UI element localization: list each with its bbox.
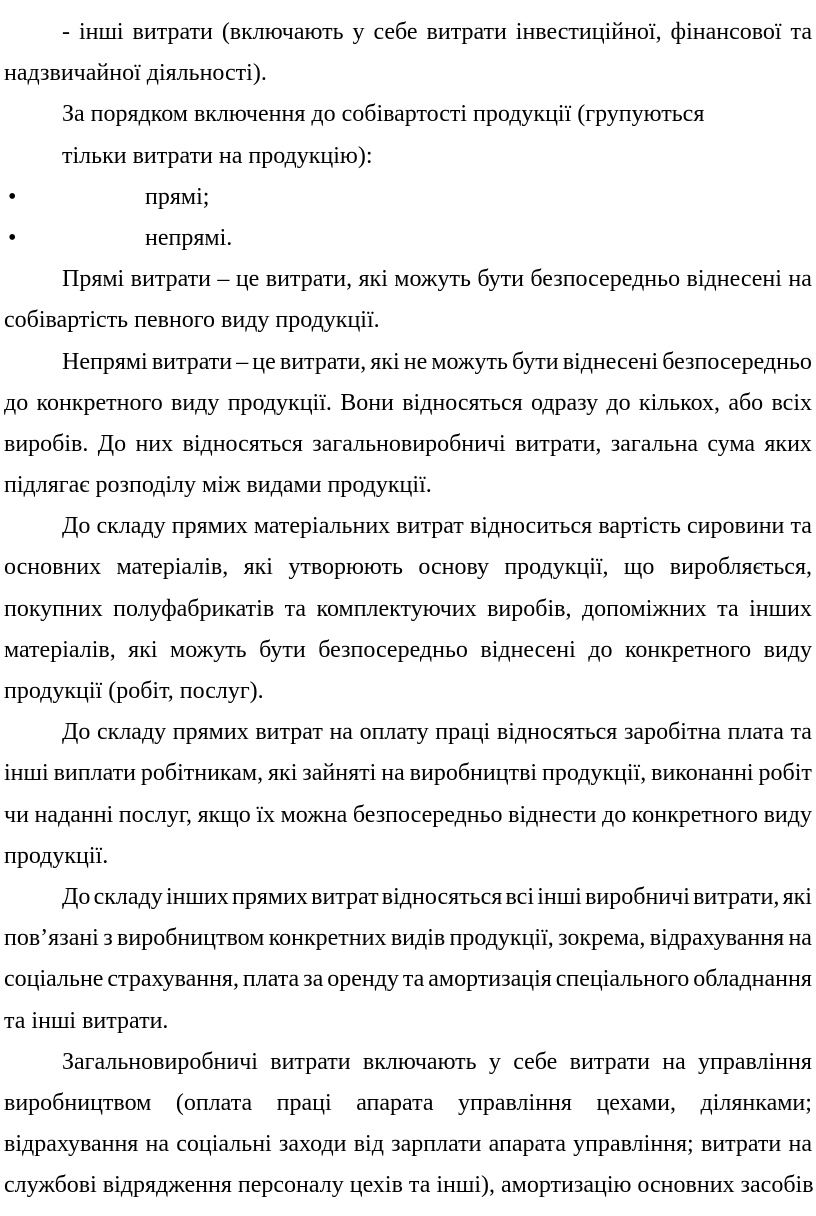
word: конкретного xyxy=(631,801,758,828)
word: зайняті xyxy=(302,760,377,787)
word: віднесені xyxy=(562,348,659,375)
word: загальна xyxy=(610,430,698,457)
word: прямих xyxy=(171,513,248,540)
word: що xyxy=(623,554,655,581)
word: сировини xyxy=(687,513,785,540)
word: загальновиробничі xyxy=(312,430,506,457)
word: у xyxy=(488,1048,501,1075)
word: до xyxy=(602,801,627,828)
word: які xyxy=(782,883,812,910)
word: та xyxy=(717,595,739,622)
word: бути xyxy=(512,348,559,375)
text-line xyxy=(4,547,812,588)
word: відноситься xyxy=(469,513,593,540)
text-line xyxy=(4,506,812,547)
word: цехами, xyxy=(596,1089,676,1116)
word: включають xyxy=(362,1048,477,1075)
word: витрат xyxy=(255,719,323,746)
word: інші xyxy=(537,883,582,910)
text-line: тільки витрати на продукцію): xyxy=(62,142,373,169)
word: Непрямі xyxy=(62,348,148,375)
word: з xyxy=(103,925,113,952)
word: складу xyxy=(93,883,163,910)
word: всіх xyxy=(771,389,812,416)
text-line xyxy=(4,918,812,959)
word: складу xyxy=(97,719,167,746)
text-line xyxy=(4,753,812,794)
text-line: продукції (робіт, послуг). xyxy=(4,678,264,704)
word: виробництві xyxy=(409,760,538,787)
word: До xyxy=(62,883,91,910)
word: продукції, xyxy=(504,554,609,581)
word: витрати, xyxy=(265,266,353,293)
word: та xyxy=(402,966,425,993)
word: на xyxy=(788,925,812,952)
word: Загальновиробничі xyxy=(62,1048,258,1075)
word: на xyxy=(329,719,353,746)
word: чи xyxy=(4,801,29,828)
text-line xyxy=(4,712,812,753)
word: – xyxy=(217,266,230,293)
word: відрахування xyxy=(649,925,785,952)
word: соціальне xyxy=(4,966,104,993)
word: у xyxy=(352,19,365,45)
word: відносяться xyxy=(402,389,523,416)
word: до xyxy=(606,389,631,416)
bullet-marker-icon: • xyxy=(8,183,17,210)
word: якщо xyxy=(197,801,251,828)
word: відносяться xyxy=(381,883,503,910)
word: витрати xyxy=(700,1131,782,1158)
word: можна xyxy=(280,801,348,828)
word: фінансової xyxy=(670,19,782,45)
word: Прямі xyxy=(62,266,125,293)
word: витрати xyxy=(426,19,507,45)
word: вартість xyxy=(598,513,681,540)
word: матеріалів, xyxy=(4,636,116,663)
word: утворюють xyxy=(288,554,403,581)
word: До xyxy=(97,430,127,457)
word: сума xyxy=(707,430,756,457)
word: від xyxy=(353,1131,384,1158)
text-line xyxy=(4,342,812,383)
word: прямих xyxy=(172,719,249,746)
word: витрати xyxy=(132,19,213,45)
word: праці xyxy=(276,1089,332,1116)
word: можуть xyxy=(170,636,247,663)
word: робіт xyxy=(758,760,812,787)
text-line: службові відрядження персоналу цехів та інші), амортизацію основних засобів xyxy=(4,1172,814,1199)
word: віднесені xyxy=(480,636,576,663)
word: себе xyxy=(373,19,418,45)
word: безпосередньо xyxy=(352,801,503,828)
text-line xyxy=(4,589,812,630)
word: можуть xyxy=(394,266,471,293)
word: зокрема, xyxy=(558,925,646,952)
word: на xyxy=(788,1131,812,1158)
word: Вони xyxy=(340,389,394,416)
word: витрат xyxy=(311,883,379,910)
word: витрати xyxy=(130,266,211,293)
word: всі xyxy=(505,883,534,910)
word: їх xyxy=(256,801,276,828)
word: складу xyxy=(96,513,166,540)
bullet-list-item xyxy=(4,177,812,218)
word: покупних xyxy=(4,595,103,622)
word: це xyxy=(235,266,260,293)
bullet-list-item xyxy=(4,218,812,259)
word: - xyxy=(62,19,70,45)
bullet-text: непрямі. xyxy=(145,224,233,251)
text-line xyxy=(4,1124,812,1165)
word: інші xyxy=(4,760,49,787)
word: на xyxy=(788,266,812,293)
word: виплати xyxy=(53,760,136,787)
text-line xyxy=(4,383,812,424)
word: заходи xyxy=(278,1131,347,1158)
word: на xyxy=(662,1048,686,1075)
word: наданні xyxy=(34,801,114,828)
word: кількох, xyxy=(638,389,721,416)
word: (оплата xyxy=(175,1089,253,1116)
word: До xyxy=(62,513,91,540)
word: бути xyxy=(259,636,306,663)
word: відрахування xyxy=(4,1131,139,1158)
word: матеріалів, xyxy=(116,554,229,581)
word: на xyxy=(381,760,405,787)
word: зарплати xyxy=(391,1131,482,1158)
word: плата xyxy=(242,966,300,993)
word: на xyxy=(145,1131,170,1158)
text-line: підлягає розподілу між видами продукції. xyxy=(4,472,432,499)
word: за xyxy=(303,966,324,993)
word: виробляється, xyxy=(669,554,812,581)
bullet-marker-icon: • xyxy=(8,224,17,251)
word: витрати xyxy=(569,1048,650,1075)
word: них xyxy=(135,430,174,457)
word: виробництвом xyxy=(117,925,265,952)
word: послуг, xyxy=(118,801,193,828)
word: конкретних xyxy=(268,925,387,952)
word: ділянками; xyxy=(700,1089,812,1116)
word: витрати xyxy=(151,348,233,375)
text-line: собівартість певного виду продукції. xyxy=(4,307,380,334)
word: основних xyxy=(4,554,102,581)
word: безпосередньо xyxy=(530,266,681,293)
word: віднести xyxy=(508,801,597,828)
word: віднесені xyxy=(686,266,782,293)
word: які xyxy=(128,636,158,663)
text-body xyxy=(4,12,812,1206)
word: це xyxy=(252,348,276,375)
word: яких xyxy=(764,430,812,457)
word: виробів, xyxy=(487,595,572,622)
word: праці xyxy=(435,719,491,746)
word: продукції. xyxy=(227,389,332,416)
word: виробів. xyxy=(4,430,89,457)
word: витрати, xyxy=(515,430,602,457)
word: управління; xyxy=(573,1131,694,1158)
word: або xyxy=(728,389,764,416)
word: продукції, xyxy=(541,760,647,787)
text-line: та інші витрати. xyxy=(4,1007,169,1034)
word: бути xyxy=(477,266,524,293)
word: комплектуючих xyxy=(316,595,477,622)
word: До xyxy=(62,719,91,746)
word: виробництвом xyxy=(4,1089,152,1116)
text-line xyxy=(4,1042,812,1083)
word: виду xyxy=(763,636,812,663)
word: управління xyxy=(698,1048,812,1075)
word: можуть xyxy=(431,348,508,375)
bullet-text: прямі; xyxy=(145,183,210,210)
text-line xyxy=(4,795,812,836)
word: видів xyxy=(390,925,446,952)
word: інвестиційної, xyxy=(515,19,662,45)
text-line: продукції. xyxy=(4,842,109,869)
text-line xyxy=(4,877,812,918)
word: до xyxy=(588,636,613,663)
word: конкретного xyxy=(36,389,163,416)
word: продукції, xyxy=(449,925,554,952)
word: пов’язані xyxy=(4,925,99,952)
word: апарата xyxy=(356,1089,434,1116)
word: апарата xyxy=(488,1131,566,1158)
word: плата xyxy=(727,719,784,746)
word: виробничі xyxy=(585,883,690,910)
word: та xyxy=(790,513,812,540)
word: виду xyxy=(171,389,220,416)
word: безпосередньо xyxy=(662,348,812,375)
text-line xyxy=(4,1083,812,1124)
text-line: За порядком включення до собівартості продукції (групуються xyxy=(62,101,705,128)
word: спеціального xyxy=(555,966,690,993)
word: обладнання xyxy=(693,966,812,993)
word: не xyxy=(403,348,428,375)
word: які xyxy=(268,760,298,787)
word: та xyxy=(284,595,307,622)
word: соціальні xyxy=(176,1131,272,1158)
text-line: надзвичайної діяльності). xyxy=(4,60,267,87)
text-line xyxy=(4,424,812,465)
word: робітникам, xyxy=(140,760,264,787)
word: заробітна xyxy=(623,719,721,746)
word: які xyxy=(243,554,273,581)
text-line xyxy=(4,959,812,1000)
word: витрати xyxy=(270,1048,351,1075)
word: відносяться xyxy=(496,719,618,746)
word: та xyxy=(790,19,812,45)
word: (включають xyxy=(221,19,344,45)
word: безпосередньо xyxy=(318,636,468,663)
word: інших xyxy=(165,883,229,910)
word: витрат xyxy=(396,513,464,540)
word: оплату xyxy=(359,719,429,746)
word: витрати, xyxy=(279,348,367,375)
word: виконанні xyxy=(651,760,754,787)
word: які xyxy=(358,266,388,293)
text-line xyxy=(4,12,812,53)
text-line xyxy=(4,630,812,671)
word: амортизація xyxy=(428,966,552,993)
text-line xyxy=(4,259,812,300)
word: – xyxy=(236,348,249,375)
word: страхування, xyxy=(107,966,239,993)
word: допоміжних xyxy=(581,595,707,622)
word: основу xyxy=(418,554,489,581)
word: полуфабрикатів xyxy=(113,595,275,622)
word: одразу xyxy=(530,389,599,416)
word: матеріальних xyxy=(253,513,391,540)
word: інших xyxy=(749,595,812,622)
word: відносяться xyxy=(182,430,303,457)
word: витрати, xyxy=(693,883,780,910)
word: та xyxy=(790,719,812,746)
word: конкретного xyxy=(624,636,752,663)
word: до xyxy=(4,389,29,416)
word: виду xyxy=(763,801,812,828)
word: інші xyxy=(78,19,124,45)
word: прямих xyxy=(231,883,308,910)
word: які xyxy=(370,348,400,375)
word: себе xyxy=(513,1048,558,1075)
word: управління xyxy=(458,1089,572,1116)
word: оренду xyxy=(327,966,399,993)
